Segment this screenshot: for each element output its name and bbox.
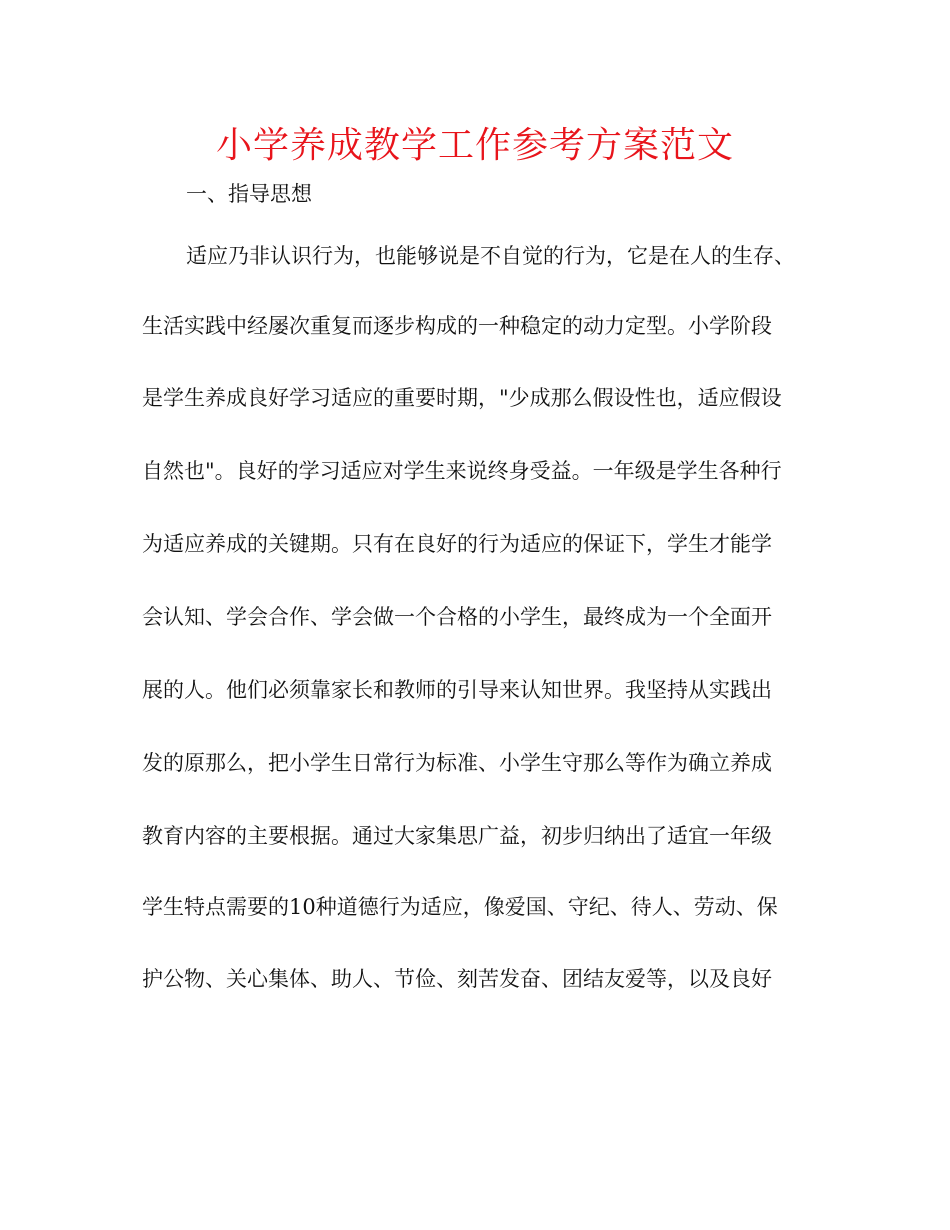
- paragraph-line: 发的原那么，把小学生日常行为标准、小学生守那么等作为确立养成: [142, 751, 772, 775]
- paragraph-line: 自然也"。良好的学习适应对学生来说终身受益。一年级是学生各种行: [142, 459, 782, 483]
- paragraph-line: 护公物、关心集体、助人、节俭、刻苦发奋、团结友爱等，以及良好: [142, 967, 772, 991]
- section-heading: 一、指导思想: [186, 182, 312, 206]
- document-title: 小学养成教学工作参考方案范文: [215, 125, 734, 166]
- paragraph-line: 展的人。他们必须靠家长和教师的引导来认知世界。我坚持从实践出: [142, 678, 772, 702]
- paragraph-line: 适应乃非认识行为，也能够说是不自觉的行为，它是在人的生存、: [186, 244, 795, 268]
- paragraph-line: 为适应养成的关键期。只有在良好的行为适应的保证下，学生才能学: [142, 532, 772, 556]
- paragraph-line: 生活实践中经屡次重复而逐步构成的一种稳定的动力定型。小学阶段: [142, 314, 772, 338]
- paragraph-line: 学生特点需要的10种道德行为适应，像爱国、守纪、待人、劳动、保: [142, 895, 778, 919]
- paragraph-line: 会认知、学会合作、学会做一个合格的小学生，最终成为一个全面开: [142, 605, 772, 629]
- paragraph-line: 是学生养成良好学习适应的重要时期，"少成那么假设性也，适应假设: [142, 386, 782, 410]
- paragraph-line: 教育内容的主要根据。通过大家集思广益，初步归纳出了适宜一年级: [142, 824, 772, 848]
